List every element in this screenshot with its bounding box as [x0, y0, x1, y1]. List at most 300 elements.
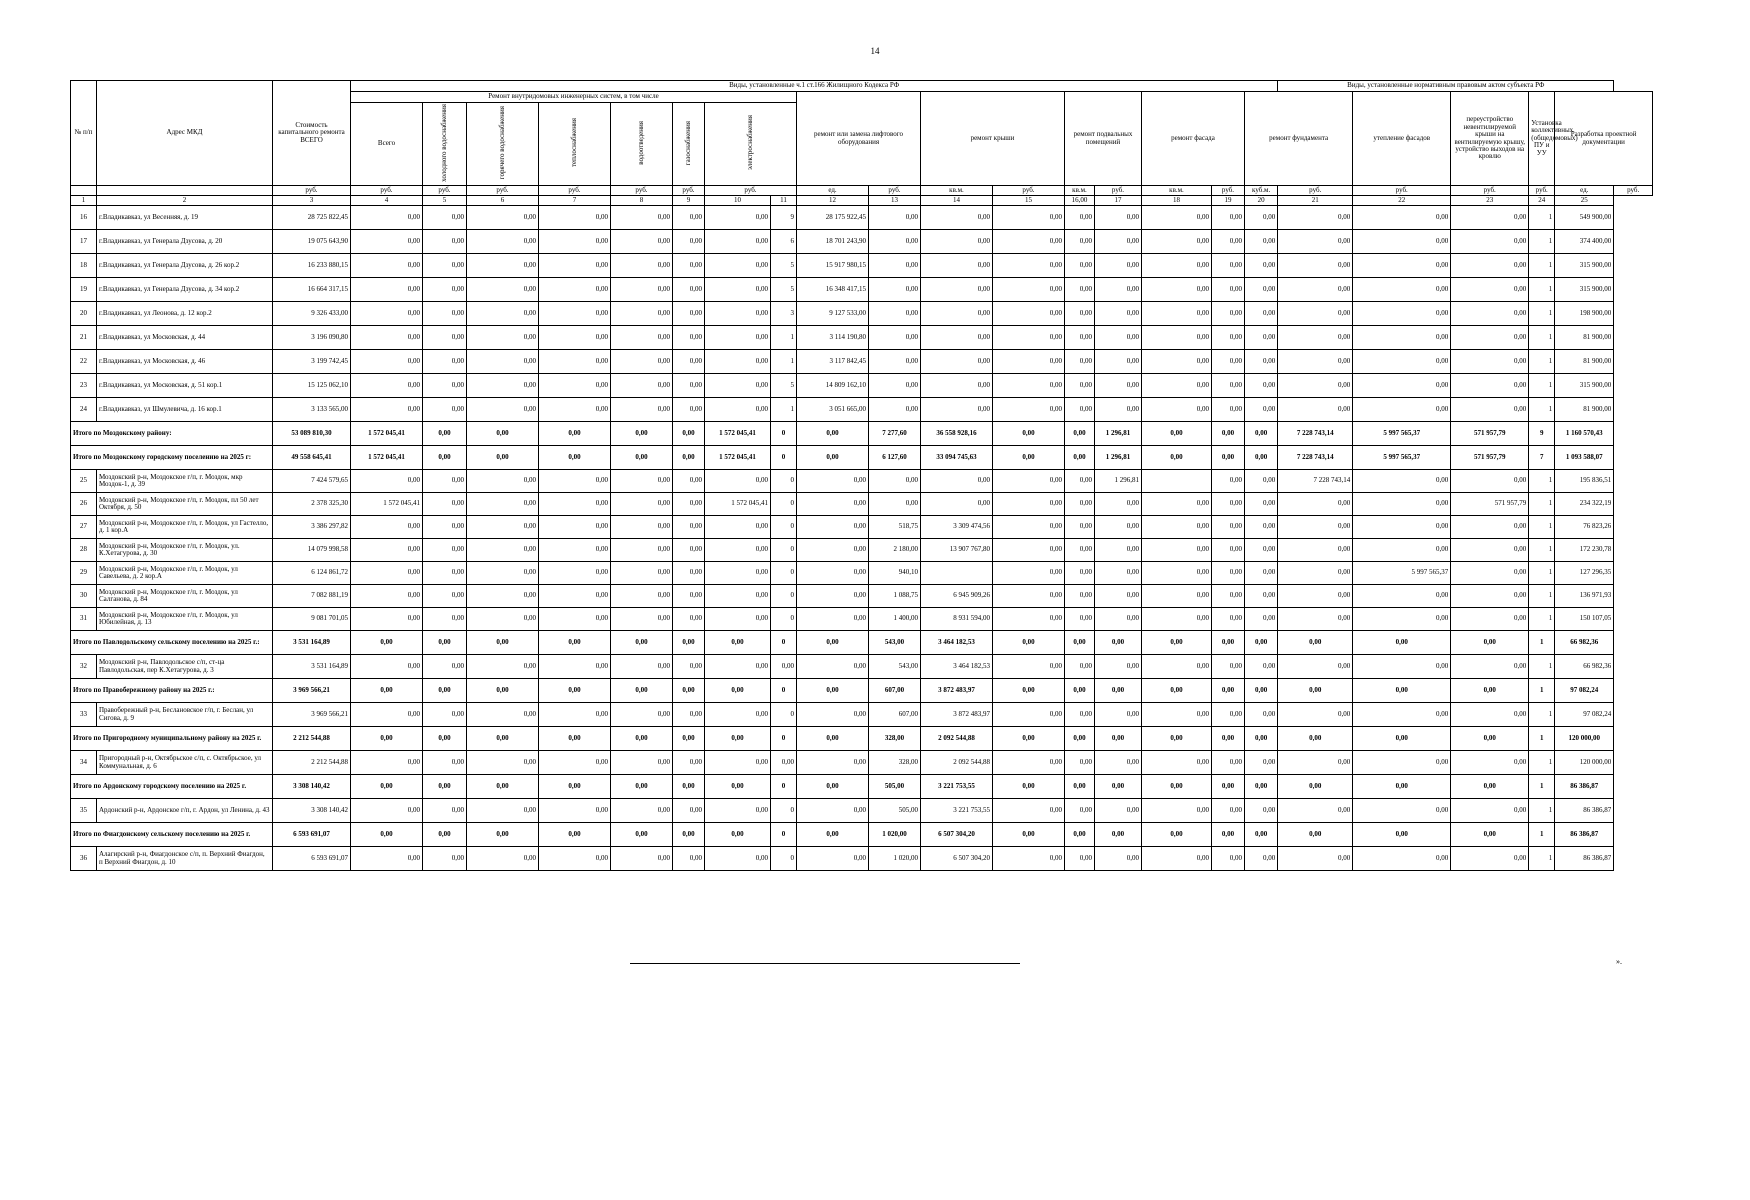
value-cell: 6 945 909,26: [921, 585, 993, 608]
table-row: [71, 655, 1653, 679]
value-cell: 0,00: [1278, 655, 1353, 679]
table-row: [71, 799, 1653, 823]
value-cell: 0,00: [1353, 847, 1451, 871]
value-cell: 127 296,35: [1555, 562, 1614, 585]
value-cell: 14 079 998,58: [273, 539, 351, 562]
value-cell: 0,00: [673, 751, 705, 775]
value-cell: 0,00: [921, 206, 993, 230]
value-cell: 0,00: [1212, 608, 1245, 631]
value-cell: 0,00: [611, 562, 673, 585]
value-cell: 0,00: [1245, 326, 1278, 350]
table-row: [71, 230, 1653, 254]
value-cell: 0,00: [673, 374, 705, 398]
value-cell: 0,00: [1212, 516, 1245, 539]
value-cell: 0,00: [1245, 751, 1278, 775]
value-cell: 0,00: [1245, 470, 1278, 493]
value-cell: 0,00: [351, 562, 423, 585]
value-cell: 172 230,78: [1555, 539, 1614, 562]
header-basement: ремонт подвальных помещений: [1065, 92, 1142, 186]
value-cell: 0,00: [921, 470, 993, 493]
value-cell: 1 572 045,41: [705, 422, 771, 446]
value-cell: 1: [771, 326, 797, 350]
value-cell: 0,00: [993, 326, 1065, 350]
value-cell: 0: [771, 679, 797, 703]
value-cell: 3 051 665,00: [797, 398, 869, 422]
value-cell: 0,00: [611, 350, 673, 374]
subtotal-label: Итого по Моздокскому городскому поселению на 2025 г:: [71, 446, 273, 470]
value-cell: 0,00: [467, 775, 539, 799]
header-elevator: ремонт или замена лифтового оборудования: [797, 92, 921, 186]
value-cell: 8 931 594,00: [921, 608, 993, 631]
value-cell: 0,00: [869, 254, 921, 278]
value-cell: 0: [771, 493, 797, 516]
value-cell: 0,00: [921, 302, 993, 326]
value-cell: 0,00: [467, 655, 539, 679]
value-cell: 0,00: [423, 775, 467, 799]
value-cell: 5 997 565,37: [1353, 446, 1451, 470]
value-cell: 0,00: [673, 254, 705, 278]
value-cell: 15 125 062,10: [273, 374, 351, 398]
value-cell: 0,00: [673, 562, 705, 585]
value-cell: 0,00: [705, 278, 771, 302]
value-cell: 0,00: [771, 655, 797, 679]
value-cell: 0,00: [423, 631, 467, 655]
value-cell: 0,00: [993, 398, 1065, 422]
value-cell: 0,00: [1278, 493, 1353, 516]
column-number: 15: [993, 196, 1065, 206]
value-cell: 2 212 544,88: [273, 751, 351, 775]
value-cell: 0,00: [1142, 350, 1212, 374]
value-cell: 0,00: [1245, 206, 1278, 230]
value-cell: 0,00: [1451, 608, 1529, 631]
value-cell: 9: [1529, 422, 1555, 446]
value-cell: 0,00: [1451, 278, 1529, 302]
value-cell: 0,00: [467, 631, 539, 655]
subtotal-row: [71, 823, 1653, 847]
value-cell: 0,00: [993, 470, 1065, 493]
value-cell: 0,00: [1212, 446, 1245, 470]
unit-cell: кв.м.: [1142, 186, 1212, 196]
table-row: [71, 493, 1653, 516]
value-cell: 0,00: [467, 230, 539, 254]
value-cell: 0,00: [611, 302, 673, 326]
value-cell: 0,00: [673, 727, 705, 751]
value-cell: 0,00: [467, 350, 539, 374]
value-cell: 0,00: [467, 799, 539, 823]
column-number: 20: [1245, 196, 1278, 206]
value-cell: 328,00: [869, 727, 921, 751]
value-cell: 19 075 643,90: [273, 230, 351, 254]
value-cell: 0,00: [351, 350, 423, 374]
subtotal-label: Итого по Пригородному муниципальному району на 2025 г.: [71, 727, 273, 751]
value-cell: 0,00: [1142, 655, 1212, 679]
column-number: 14: [921, 196, 993, 206]
value-cell: 0,00: [467, 539, 539, 562]
table-row: [71, 326, 1653, 350]
value-cell: 0,00: [1212, 562, 1245, 585]
value-cell: 1 572 045,41: [705, 493, 771, 516]
value-cell: 0,00: [423, 679, 467, 703]
column-number: 6: [467, 196, 539, 206]
address-cell: Моздокский р-н, Моздокское г/п, г. Моздок, пл 50 лет Октября, д. 50: [97, 493, 273, 516]
value-cell: 1 093 588,07: [1555, 446, 1614, 470]
value-cell: 6 593 691,07: [273, 823, 351, 847]
value-cell: 0,00: [1142, 727, 1212, 751]
value-cell: 0,00: [673, 278, 705, 302]
value-cell: 16 348 417,15: [797, 278, 869, 302]
value-cell: 0,00: [539, 398, 611, 422]
value-cell: 0,00: [1245, 374, 1278, 398]
value-cell: 0,00: [921, 374, 993, 398]
value-cell: 7 082 881,19: [273, 585, 351, 608]
value-cell: 0,00: [1095, 679, 1142, 703]
unit-cell: руб.: [611, 186, 673, 196]
unit-cell: руб.: [1353, 186, 1451, 196]
header-total-cost: Стоимость капитального ремонта ВСЕГО: [273, 81, 351, 186]
value-cell: 0,00: [1142, 823, 1212, 847]
value-cell: 1 296,81: [1095, 446, 1142, 470]
address-cell: г.Владикавказ, ул Генерала Дзусова, д. 26 кор.2: [97, 254, 273, 278]
value-cell: 0,00: [611, 230, 673, 254]
value-cell: 0,00: [1353, 326, 1451, 350]
value-cell: 0,00: [467, 493, 539, 516]
unit-cell: руб.: [1614, 186, 1653, 196]
value-cell: 549 900,00: [1555, 206, 1614, 230]
subtotal-label: Итого по Фиагдонскому сельскому поселению на 2025 г.: [71, 823, 273, 847]
value-cell: 0,00: [539, 374, 611, 398]
value-cell: 0,00: [1065, 422, 1095, 446]
value-cell: 0,00: [673, 422, 705, 446]
row-number: 21: [71, 326, 97, 350]
address-cell: г.Владикавказ, ул Московская, д. 44: [97, 326, 273, 350]
value-cell: 0,00: [869, 350, 921, 374]
value-cell: 1: [1529, 608, 1555, 631]
value-cell: 0,00: [539, 703, 611, 727]
value-cell: 0,00: [423, 608, 467, 631]
value-cell: 0,00: [1095, 230, 1142, 254]
value-cell: 0,00: [1451, 302, 1529, 326]
value-cell: 0,00: [993, 350, 1065, 374]
value-cell: 0,00: [467, 422, 539, 446]
value-cell: 0: [771, 847, 797, 871]
header-design-docs: Разработка проектной документации: [1555, 92, 1653, 186]
value-cell: 0,00: [1095, 823, 1142, 847]
value-cell: 1: [1529, 470, 1555, 493]
value-cell: 0,00: [1451, 655, 1529, 679]
value-cell: 150 107,05: [1555, 608, 1614, 631]
value-cell: 0,00: [673, 679, 705, 703]
value-cell: 0,00: [1353, 799, 1451, 823]
value-cell: 0,00: [423, 470, 467, 493]
value-cell: 0: [771, 823, 797, 847]
header-insulation: утепление фасадов: [1353, 92, 1451, 186]
value-cell: 0,00: [1353, 655, 1451, 679]
value-cell: 120 000,00: [1555, 727, 1614, 751]
value-cell: 0,00: [539, 679, 611, 703]
value-cell: 0,00: [1212, 374, 1245, 398]
value-cell: 0,00: [423, 230, 467, 254]
value-cell: 6 124 861,72: [273, 562, 351, 585]
subtotal-row: [71, 446, 1653, 470]
value-cell: 0: [771, 585, 797, 608]
subtotal-label: Итого по Моздокскому району:: [71, 422, 273, 446]
value-cell: 0: [771, 703, 797, 727]
value-cell: 0,00: [611, 585, 673, 608]
value-cell: 6 507 304,20: [921, 847, 993, 871]
value-cell: 0,00: [351, 799, 423, 823]
value-cell: 0,00: [797, 703, 869, 727]
address-cell: г.Владикавказ, ул Шмулевича, д. 16 кор.1: [97, 398, 273, 422]
value-cell: 0,00: [611, 539, 673, 562]
value-cell: 0,00: [797, 585, 869, 608]
value-cell: 0,00: [539, 562, 611, 585]
value-cell: 0,00: [611, 608, 673, 631]
column-number: 2: [97, 196, 273, 206]
value-cell: 0,00: [611, 254, 673, 278]
value-cell: 5: [771, 374, 797, 398]
value-cell: 0,00: [351, 516, 423, 539]
value-cell: 86 386,87: [1555, 799, 1614, 823]
value-cell: 0,00: [1095, 206, 1142, 230]
value-cell: 6: [771, 230, 797, 254]
value-cell: 0,00: [1142, 230, 1212, 254]
value-cell: 7 424 579,65: [273, 470, 351, 493]
value-cell: 0,00: [1353, 585, 1451, 608]
value-cell: 0,00: [1095, 727, 1142, 751]
value-cell: 3 196 090,80: [273, 326, 351, 350]
value-cell: 0,00: [351, 847, 423, 871]
value-cell: 0,00: [351, 539, 423, 562]
capital-repair-table: [70, 80, 1653, 871]
value-cell: 0,00: [1212, 585, 1245, 608]
value-cell: 0,00: [1353, 516, 1451, 539]
value-cell: 0,00: [1353, 775, 1451, 799]
value-cell: 0,00: [1142, 493, 1212, 516]
value-cell: 0,00: [1142, 254, 1212, 278]
value-cell: 0,00: [1212, 631, 1245, 655]
value-cell: 0,00: [1212, 823, 1245, 847]
value-cell: 0,00: [467, 278, 539, 302]
value-cell: 0,00: [1095, 278, 1142, 302]
column-number: 4: [351, 196, 423, 206]
unit-cell: руб.: [539, 186, 611, 196]
value-cell: 0,00: [1451, 823, 1529, 847]
value-cell: 0,00: [705, 585, 771, 608]
value-cell: 0,00: [1278, 727, 1353, 751]
value-cell: 0,00: [921, 278, 993, 302]
value-cell: 0,00: [467, 516, 539, 539]
value-cell: 0,00: [993, 230, 1065, 254]
value-cell: 0,00: [1245, 847, 1278, 871]
value-cell: 0,00: [539, 631, 611, 655]
address-cell: Моздокский р-н, Павлодольское с/п, ст-ца Павлодольская, пер К.Хетагурова, д. 3: [97, 655, 273, 679]
value-cell: 0,00: [351, 655, 423, 679]
value-cell: 0,00: [423, 374, 467, 398]
unit-cell: кв.м.: [1065, 186, 1095, 196]
value-cell: 1: [1529, 493, 1555, 516]
unit-cell: руб.: [467, 186, 539, 196]
value-cell: 0,00: [705, 350, 771, 374]
value-cell: 0,00: [1245, 775, 1278, 799]
value-cell: 0,00: [1451, 516, 1529, 539]
value-cell: 1: [1529, 727, 1555, 751]
table-row: [71, 374, 1653, 398]
table-row: [71, 585, 1653, 608]
value-cell: 0,00: [351, 374, 423, 398]
value-cell: 0,00: [797, 539, 869, 562]
value-cell: 0,00: [1095, 539, 1142, 562]
value-cell: 0,00: [1353, 608, 1451, 631]
value-cell: 0,00: [1245, 585, 1278, 608]
value-cell: 0,00: [673, 631, 705, 655]
value-cell: 0,00: [1451, 470, 1529, 493]
value-cell: 0,00: [705, 230, 771, 254]
value-cell: 0,00: [1142, 775, 1212, 799]
value-cell: 0,00: [423, 799, 467, 823]
value-cell: 0,00: [673, 703, 705, 727]
value-cell: 0,00: [539, 847, 611, 871]
value-cell: 0,00: [673, 775, 705, 799]
value-cell: 0,00: [993, 823, 1065, 847]
value-cell: 0,00: [1212, 326, 1245, 350]
value-cell: 0,00: [1142, 799, 1212, 823]
value-cell: 53 089 810,30: [273, 422, 351, 446]
column-number: 13: [869, 196, 921, 206]
value-cell: 28 725 822,45: [273, 206, 351, 230]
value-cell: 0: [771, 799, 797, 823]
value-cell: 0,00: [1212, 470, 1245, 493]
value-cell: 543,00: [869, 631, 921, 655]
value-cell: 0,00: [467, 326, 539, 350]
value-cell: 0,00: [673, 206, 705, 230]
value-cell: 0,00: [1451, 326, 1529, 350]
address-cell: г.Владикавказ, ул Московская, д. 46: [97, 350, 273, 374]
header-heating: теплоснабжения: [569, 118, 578, 168]
row-number: 29: [71, 562, 97, 585]
value-cell: 0,00: [1451, 585, 1529, 608]
value-cell: 0,00: [705, 703, 771, 727]
value-cell: 9: [771, 206, 797, 230]
unit-cell: ед.: [1555, 186, 1614, 196]
value-cell: 0,00: [1065, 703, 1095, 727]
value-cell: 0,00: [423, 446, 467, 470]
value-cell: 0,00: [1245, 608, 1278, 631]
value-cell: 0,00: [1353, 679, 1451, 703]
row-number: 31: [71, 608, 97, 631]
value-cell: 0,00: [611, 326, 673, 350]
value-cell: 0,00: [611, 398, 673, 422]
value-cell: 0,00: [351, 206, 423, 230]
value-cell: 0,00: [467, 727, 539, 751]
value-cell: 0,00: [1212, 350, 1245, 374]
value-cell: 0,00: [1142, 631, 1212, 655]
value-cell: 0,00: [1451, 799, 1529, 823]
value-cell: 0: [771, 422, 797, 446]
value-cell: 0,00: [1278, 631, 1353, 655]
address-cell: Алагирский р-н, Фиагдонское с/п, п. Верхний Фиагдон, п Верхний Фиагдон, д. 10: [97, 847, 273, 871]
value-cell: 3 309 474,56: [921, 516, 993, 539]
header-hot-water: горячего водоснабжения: [497, 106, 506, 180]
value-cell: 0,00: [467, 398, 539, 422]
row-number: 27: [71, 516, 97, 539]
value-cell: 0,00: [1451, 631, 1529, 655]
value-cell: 0,00: [467, 703, 539, 727]
value-cell: 0,00: [1095, 254, 1142, 278]
value-cell: 0,00: [797, 470, 869, 493]
value-cell: 0,00: [1451, 398, 1529, 422]
value-cell: 0,00: [1212, 398, 1245, 422]
header-gas: газоснабжения: [683, 120, 692, 165]
value-cell: 0,00: [1095, 655, 1142, 679]
value-cell: 1: [771, 350, 797, 374]
value-cell: 0,00: [1212, 679, 1245, 703]
row-number: 18: [71, 254, 97, 278]
value-cell: 0,00: [673, 585, 705, 608]
value-cell: 0,00: [1065, 470, 1095, 493]
value-cell: 0,00: [539, 278, 611, 302]
value-cell: 0,00: [539, 799, 611, 823]
subtotal-label: Итого по Ардонскому городскому поселению на 2025 г.: [71, 775, 273, 799]
value-cell: 1: [1529, 679, 1555, 703]
value-cell: 0,00: [1212, 539, 1245, 562]
value-cell: 0,00: [1451, 539, 1529, 562]
value-cell: 0,00: [539, 350, 611, 374]
value-cell: 97 082,24: [1555, 703, 1614, 727]
value-cell: 0,00: [705, 470, 771, 493]
value-cell: 0,00: [611, 751, 673, 775]
value-cell: 0,00: [993, 516, 1065, 539]
value-cell: 2 180,00: [869, 539, 921, 562]
value-cell: 36 558 928,16: [921, 422, 993, 446]
value-cell: 0,00: [1245, 539, 1278, 562]
value-cell: 14 809 162,10: [797, 374, 869, 398]
row-number: 24: [71, 398, 97, 422]
value-cell: 0,00: [539, 254, 611, 278]
value-cell: 0,00: [1095, 398, 1142, 422]
value-cell: 0,00: [1245, 799, 1278, 823]
value-cell: 2 212 544,88: [273, 727, 351, 751]
value-cell: 0,00: [467, 608, 539, 631]
value-cell: 3 969 566,21: [273, 703, 351, 727]
value-cell: 0,00: [921, 230, 993, 254]
value-cell: 66 982,36: [1555, 655, 1614, 679]
row-number: 34: [71, 751, 97, 775]
value-cell: 120 000,00: [1555, 751, 1614, 775]
value-cell: 1 160 570,43: [1555, 422, 1614, 446]
value-cell: 0,00: [1278, 516, 1353, 539]
value-cell: 0,00: [1065, 655, 1095, 679]
value-cell: 0,00: [467, 751, 539, 775]
column-number: 12: [797, 196, 869, 206]
value-cell: 0,00: [1245, 562, 1278, 585]
value-cell: 0,00: [869, 374, 921, 398]
value-cell: 0,00: [1065, 799, 1095, 823]
value-cell: 0,00: [993, 847, 1065, 871]
value-cell: 0,00: [1065, 562, 1095, 585]
value-cell: 0,00: [673, 230, 705, 254]
value-cell: 86 386,87: [1555, 823, 1614, 847]
value-cell: 0,00: [423, 727, 467, 751]
value-cell: 0,00: [1065, 350, 1095, 374]
value-cell: 0,00: [539, 539, 611, 562]
value-cell: 1: [1529, 847, 1555, 871]
value-cell: 0,00: [423, 398, 467, 422]
value-cell: 0,00: [1142, 302, 1212, 326]
value-cell: 3 114 190,80: [797, 326, 869, 350]
value-cell: 0,00: [611, 655, 673, 679]
value-cell: 607,00: [869, 679, 921, 703]
value-cell: 49 558 645,41: [273, 446, 351, 470]
